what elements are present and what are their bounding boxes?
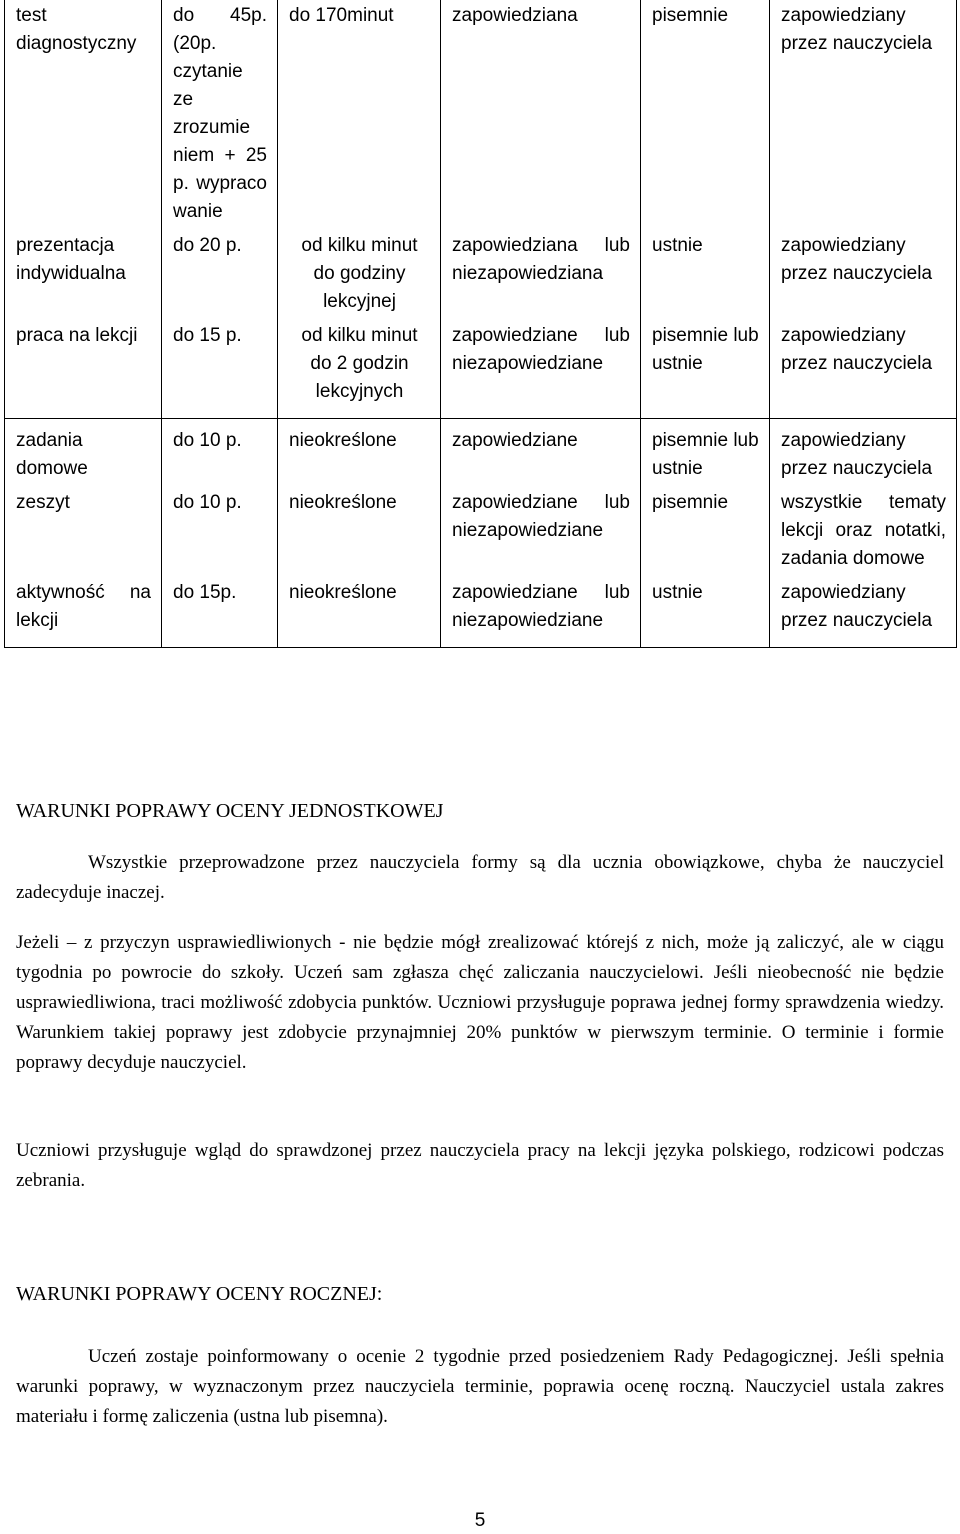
cell-type: prezentacja indywidualna: [5, 230, 162, 320]
cell-type: test diagnostyczny: [5, 0, 162, 230]
paragraph: [16, 848, 944, 908]
cell-type: zeszyt: [5, 487, 162, 577]
cell-points: do 15p.: [162, 577, 278, 648]
paragraph-text: Uczniowi przysługuje wgląd do sprawdzonej przez nauczyciela pracy na lekcji języka polskiego, rodzicowi podczas zebrania.: [16, 1140, 944, 1191]
table-spacer: [5, 410, 957, 419]
table-row: [5, 0, 957, 230]
cell-announce: zapowiedziane lub niezapowiedziane: [441, 487, 641, 577]
cell-announce: zapowiedziane lub niezapowiedziane: [441, 577, 641, 648]
paragraph: [16, 1136, 944, 1196]
table-row: [5, 487, 957, 577]
table-row: [5, 320, 957, 410]
cell-form: pisemnie lub ustnie: [641, 320, 770, 410]
cell-points: do 45p. (20p. czytanie ze zrozumie niem + 25 p. wypraco wanie: [162, 0, 278, 230]
table-row: [5, 419, 957, 488]
cell-type: zadania domowe: [5, 419, 162, 488]
cell-scope: zapowiedziany przez nauczyciela: [770, 419, 957, 488]
paragraph-text: Wszystkie przeprowadzone przez nauczyciela formy są dla ucznia obowiązkowe, chyba że nauczyciel zadecyduje inaczej.: [16, 852, 944, 903]
cell-form: pisemnie lub ustnie: [641, 419, 770, 488]
cell-duration: nieokreślone: [278, 487, 441, 577]
cell-form: ustnie: [641, 230, 770, 320]
paragraph: [16, 928, 944, 1078]
cell-duration: nieokreślone: [278, 419, 441, 488]
cell-type: praca na lekcji: [5, 320, 162, 410]
cell-duration: do 170minut: [278, 0, 441, 230]
cell-points: do 20 p.: [162, 230, 278, 320]
cell-form: pisemnie: [641, 487, 770, 577]
cell-scope: zapowiedziany przez nauczyciela: [770, 577, 957, 648]
cell-form: ustnie: [641, 577, 770, 648]
cell-points: do 10 p.: [162, 419, 278, 488]
cell-points: do 10 p.: [162, 487, 278, 577]
cell-type: aktywność na lekcji: [5, 577, 162, 648]
cell-duration: od kilku minut do godziny lekcyjnej: [278, 230, 441, 320]
cell-form: pisemnie: [641, 0, 770, 230]
cell-points: do 15 p.: [162, 320, 278, 410]
cell-scope: zapowiedziany przez nauczyciela: [770, 0, 957, 230]
cell-announce: zapowiedziane lub niezapowiedziane: [441, 320, 641, 410]
paragraph-text: Uczeń zostaje poinformowany o ocenie 2 tygodnie przed posiedzeniem Rady Pedagogicznej. Jeśli spełnia warunki poprawy, w wyznaczonym przez nauczyciela terminie, poprawia ocenę roczną. Nauczyciel ustala zakres materiału i formę zaliczenia (ustna lub pisemna).: [16, 1346, 944, 1427]
cell-announce: zapowiedziane: [441, 419, 641, 488]
section-heading-annual-grade: WARUNKI POPRAWY OCENY ROCZNEJ:: [16, 1283, 383, 1305]
page-number: 5: [474, 1510, 486, 1531]
cell-scope: wszystkie tematy lekcji oraz notatki, zadania domowe: [770, 487, 957, 577]
paragraph: [16, 1342, 944, 1432]
table-row: [5, 230, 957, 320]
table-row: [5, 577, 957, 648]
cell-announce: zapowiedziana: [441, 0, 641, 230]
cell-duration: nieokreślone: [278, 577, 441, 648]
assessment-table: [4, 0, 957, 648]
paragraph-text: Jeżeli – z przyczyn usprawiedliwionych - nie będzie mógł zrealizować którejś z nich, może ją zaliczyć, ale w ciągu tygodnia po powrocie do szkoły. Uczeń sam zgłasza chęć zaliczania nauczycielowi. Jeśli nieobecność nie będzie usprawiedliwiona, traci możliwość zdobycia punktów. Uczniowi przysługuje poprawa jednej formy sprawdzenia wiedzy. Warunkiem takiej poprawy jest zdobycie przynajmniej 20% punktów w pierwszym terminie. O terminie i formie poprawy decyduje nauczyciel.: [16, 932, 944, 1073]
cell-duration: od kilku minut do 2 godzin lekcyjnych: [278, 320, 441, 410]
cell-scope: zapowiedziany przez nauczyciela: [770, 230, 957, 320]
section-heading-unit-grade: WARUNKI POPRAWY OCENY JEDNOSTKOWEJ: [16, 800, 444, 822]
cell-scope: zapowiedziany przez nauczyciela: [770, 320, 957, 410]
cell-announce: zapowiedziana lub niezapowiedziana: [441, 230, 641, 320]
